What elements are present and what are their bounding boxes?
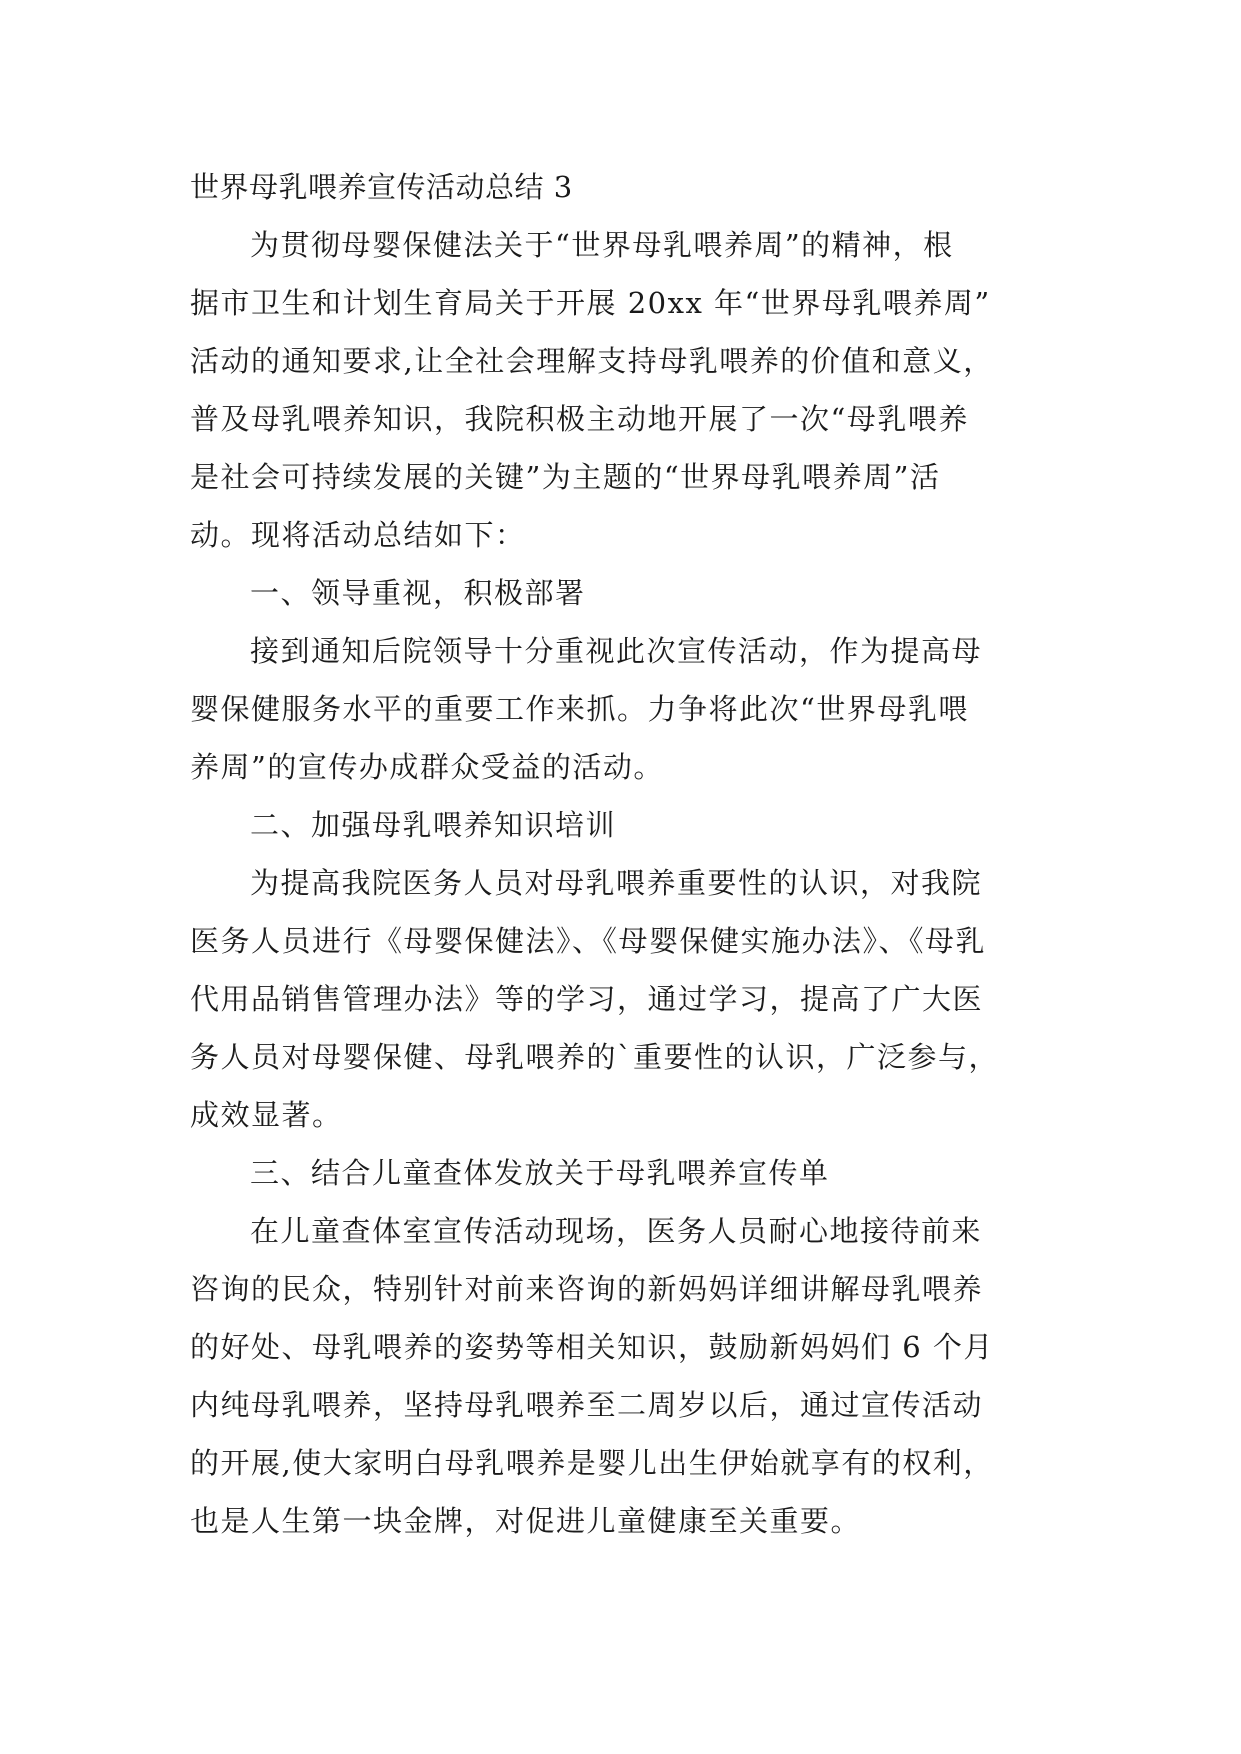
paragraph-line: 活动的通知要求,让全社会理解支持母乳喂养的价值和意义，: [190, 344, 994, 378]
paragraph-line: 的开展,使大家明白母乳喂养是婴儿出生伊始就享有的权利，: [190, 1446, 994, 1480]
paragraph-line: 为提高我院医务人员对母乳喂养重要性的认识，对我院: [250, 866, 983, 900]
paragraph-line: 医务人员进行《母婴保健法》、《母婴保健实施办法》、《母乳: [190, 924, 987, 958]
paragraph-line: 婴保健服务水平的重要工作来抓。力争将此次“世界母乳喂: [190, 692, 969, 726]
paragraph-line: 在儿童查体室宣传活动现场，医务人员耐心地接待前来: [250, 1214, 983, 1248]
paragraph-line: 内纯母乳喂养，坚持母乳喂养至二周岁以后，通过宣传活动: [190, 1388, 984, 1422]
paragraph-line: 普及母乳喂养知识，我院积极主动地开展了一次“母乳喂养: [190, 402, 969, 436]
paragraph-line: 也是人生第一块金牌，对促进儿童健康至关重要。: [190, 1504, 862, 1538]
paragraph-line: 接到通知后院领导十分重视此次宣传活动，作为提高母: [250, 634, 983, 668]
section-heading-3: 三、结合儿童查体发放关于母乳喂养宣传单: [250, 1156, 830, 1190]
paragraph-line: 养周”的宣传办成群众受益的活动。: [190, 750, 664, 784]
paragraph-line: 成效显著。: [190, 1098, 343, 1132]
document-title: 世界母乳喂养宣传活动总结 3: [190, 170, 573, 204]
paragraph-line: 咨询的民众，特别针对前来咨询的新妈妈详细讲解母乳喂养: [190, 1272, 984, 1306]
section-heading-1: 一、领导重视，积极部署: [250, 576, 586, 610]
paragraph-line: 动。现将活动总结如下：: [190, 518, 526, 552]
section-heading-2: 二、加强母乳喂养知识培训: [250, 808, 617, 842]
paragraph-line: 的好处、母乳喂养的姿势等相关知识，鼓励新妈妈们 6 个月: [190, 1330, 994, 1364]
paragraph-line: 是社会可持续发展的关键”为主题的“世界母乳喂养周”活: [190, 460, 941, 494]
paragraph-line: 代用品销售管理办法》等的学习，通过学习，提高了广大医: [190, 982, 984, 1016]
paragraph-section-3: [190, 1202, 1058, 1550]
paragraph-section-1: [190, 622, 1058, 796]
paragraph-line: 据市卫生和计划生育局关于开展 20xx 年“世界母乳喂养周”: [190, 286, 991, 320]
paragraph-intro: [190, 216, 1058, 564]
document-body: [190, 158, 1058, 1550]
paragraph-line: 为贯彻母婴保健法关于“世界母乳喂养周”的精神，根: [250, 228, 954, 262]
paragraph-line: 务人员对母婴保健、母乳喂养的`重要性的认识，广泛参与，: [190, 1040, 1000, 1074]
paragraph-section-2: [190, 854, 1058, 1144]
